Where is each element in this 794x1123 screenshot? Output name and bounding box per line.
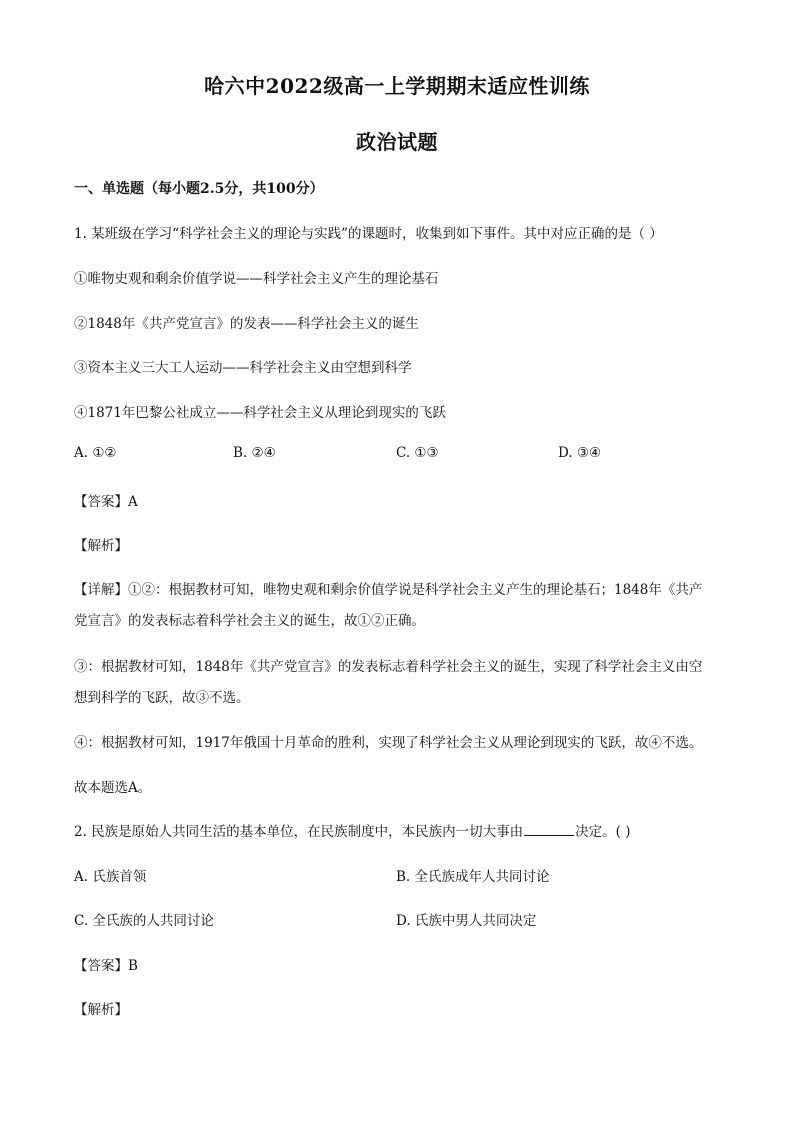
question-1-item-3: ③资本主义三大工人运动——科学社会主义由空想到科学	[74, 360, 412, 376]
question-2-option-c: C. 全氏族的人共同讨论	[74, 913, 214, 929]
question-2-option-b: B. 全氏族成年人共同讨论	[396, 869, 550, 885]
question-1-option-b: B. ②④	[233, 445, 276, 461]
question-1-item-2: ②1848年《共产党宣言》的发表——科学社会主义的诞生	[74, 316, 419, 332]
question-2-stem-before: 2. 民族是原始人共同生活的基本单位，在民族制度中，本民族内一切大事由	[74, 824, 524, 840]
question-2-option-d: D. 氏族中男人共同决定	[396, 913, 537, 929]
question-1-analysis-label: 【解析】	[74, 538, 128, 554]
question-1-detail-line-2: 党宣言》的发表标志着科学社会主义的诞生，故①②正确。	[74, 613, 425, 629]
question-2-answer: 【答案】B	[74, 958, 138, 974]
question-1-item-4: ④1871年巴黎公社成立——科学社会主义从理论到现实的飞跃	[74, 405, 446, 421]
question-1-detail-line-5: ④：根据教材可知，1917年俄国十月革命的胜利，实现了科学社会主义从理论到现实的飞跃，故④不选。	[74, 735, 703, 751]
question-1-item-1: ①唯物史观和剩余价值学说——科学社会主义产生的理论基石	[74, 271, 439, 287]
page-title: 哈六中2022级高一上学期期末适应性训练	[204, 74, 590, 98]
question-2-stem	[74, 820, 631, 840]
question-1-option-d: D. ③④	[558, 445, 602, 461]
question-1-option-c: C. ①③	[396, 445, 439, 461]
question-1-conclusion: 故本题选A。	[74, 780, 152, 796]
question-2-option-a: A. 氏族首领	[74, 869, 147, 885]
question-1-detail-line-4: 想到科学的飞跃，故③不选。	[74, 690, 250, 706]
section-heading: 一、单选题（每小题2.5分，共100分）	[74, 181, 324, 197]
question-1-detail-line-3: ③：根据教材可知，1848年《共产党宣言》的发表标志着科学社会主义的诞生，实现了科学社会主义由空	[74, 659, 703, 675]
question-1-option-a: A. ①②	[74, 445, 117, 461]
question-1-answer: 【答案】A	[74, 494, 138, 510]
question-2-stem-after: 决定。( )	[575, 824, 631, 840]
question-2-analysis-label: 【解析】	[74, 1002, 128, 1018]
question-1-stem: 1. 某班级在学习“科学社会主义的理论与实践”的课题时，收集到如下事件。其中对应正确的是（ ）	[74, 226, 663, 242]
page-subtitle: 政治试题	[356, 130, 438, 154]
question-1-detail-line-1: 【详解】①②：根据教材可知，唯物史观和剩余价值学说是科学社会主义产生的理论基石；1848年《共产	[74, 582, 703, 598]
answer-blank	[524, 823, 574, 836]
